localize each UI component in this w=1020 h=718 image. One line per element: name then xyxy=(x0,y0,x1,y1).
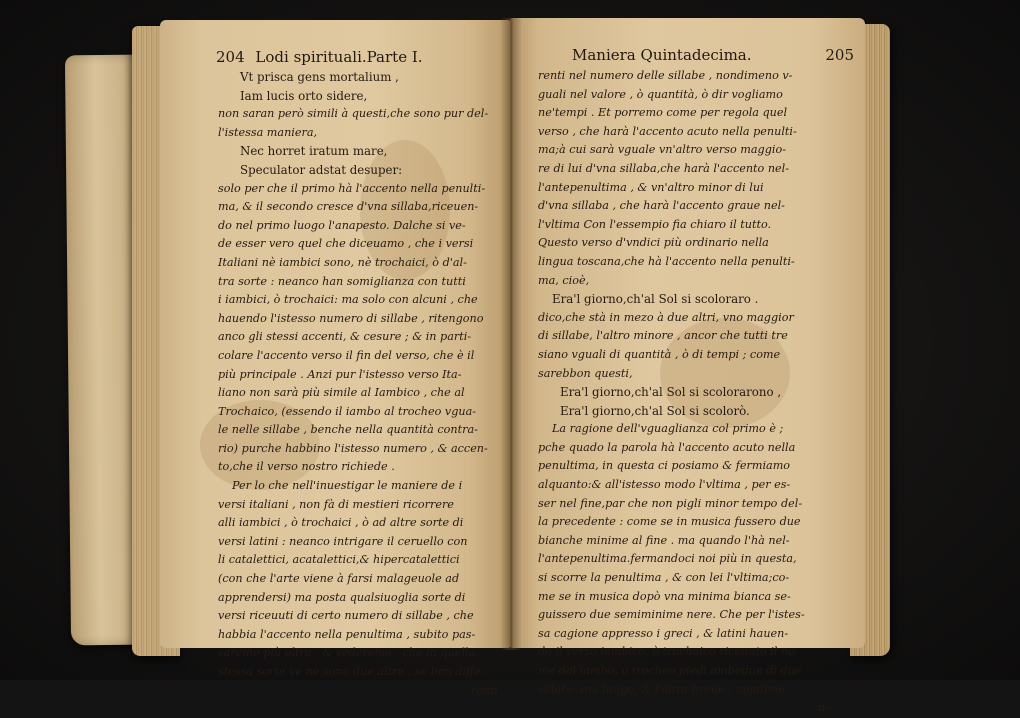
right-page-header xyxy=(572,46,854,64)
text-line: Per lo che nell'inuestigar le maniere de i xyxy=(232,479,463,493)
text-line: ser nel fine,par che non pigli minor tempo del- xyxy=(538,496,803,510)
text-line: di sillabe, l'altro minore , ancor che tutti tre xyxy=(538,329,788,343)
text-line: Vt prisca gens mortalium , xyxy=(240,70,399,84)
text-line: no xyxy=(818,701,832,715)
text-line: ma, & il secondo cresce d'vna sillaba,riceuen- xyxy=(218,200,479,214)
text-line: guissero due semiminime nere. Che per l'istes- xyxy=(538,608,805,622)
text-line: alli iambici , ò trochaici , ò ad altre sorte di xyxy=(218,516,464,530)
right-page-number: 205 xyxy=(825,46,854,64)
text-line: versi latini : neanco intrigare il ceruello con xyxy=(218,534,468,548)
text-line: Questo verso d'vndici più ordinario nella xyxy=(538,236,769,250)
text-line: ma;à cui sarà vguale vn'altro verso maggio- xyxy=(538,143,786,157)
text-line: ma, cioè, xyxy=(538,273,590,287)
text-line: Era'l giorno,ch'al Sol si scoloraro . xyxy=(552,292,759,307)
right-page-text xyxy=(538,67,840,718)
text-line: l'antepenultima.fermandoci noi più in questa, xyxy=(538,552,797,566)
text-line: me dal iambo, ò trocheo,piedi ambedue di due xyxy=(538,664,802,677)
text-line: pche quado la parola hà l'accento acuto nella xyxy=(538,440,796,454)
text-line: (con che l'arte viene à farsi malageuole ad xyxy=(218,572,460,586)
text-line: l'vltima Con l'essempio fia chiaro il tutto. xyxy=(538,217,772,231)
text-line: apprendersi) ma posta qualsiuoglia sorte di xyxy=(218,590,466,604)
text-line: La ragione dell'vguaglianza col primo è ; xyxy=(552,422,784,436)
text-line: penultima, in questa ci posiamo & fermiamo xyxy=(538,459,791,473)
text-line: sillabe,vna lunga, & l'altra breue ; nondime xyxy=(538,682,785,696)
text-line: sarebbon questi, xyxy=(538,366,633,380)
text-line: si scorre la penultima , & con lei l'vltima;co- xyxy=(538,571,790,585)
text-line: renti xyxy=(470,683,498,697)
text-line: guali nel valore , ò quantità, ò dir vogliamo xyxy=(538,87,783,101)
text-line: stessa sorte ve ne sono due altre , se ben diffe- xyxy=(218,665,485,678)
text-line: me se in musica dopò vna minima bianca se- xyxy=(538,589,791,603)
left-running-head: Lodi spirituali.Parte I. xyxy=(255,48,423,66)
text-line: Era'l giorno,ch'al Sol si scolorarono , xyxy=(560,385,782,400)
right-page xyxy=(510,18,865,715)
text-line: liano non sarà più simile al Iambico , che al xyxy=(218,386,465,400)
text-line: to,che il verso nostro richiede . xyxy=(218,460,395,474)
text-line: rio) purche habbino l'istesso numero , & accen- xyxy=(218,441,488,455)
text-line: versi riceuuti di certo numero di sillabe , che xyxy=(218,609,474,623)
text-line: lingua toscana,che hà l'accento nella penulti- xyxy=(538,254,795,268)
left-page-header xyxy=(216,48,423,66)
right-running-head: Maniera Quintadecima. xyxy=(572,46,752,64)
text-line: sa cagione appresso i greci , & latini hauen- xyxy=(538,626,789,640)
text-line: bianche minime al fine . ma quando l'hà nel- xyxy=(538,533,790,547)
text-line: verso , che harà l'accento acuto nella penulti- xyxy=(538,124,797,138)
text-line: Nec horret iratum mare, xyxy=(240,144,388,159)
text-line: saremo più oltre , & vederemo , che in quella xyxy=(218,646,476,660)
text-line: l'istessa maniera, xyxy=(218,125,318,139)
text-line: versi italiani , non fà di mestieri ricorrere xyxy=(218,497,454,511)
text-line: i iambici, ò trochaici: ma solo con alcuni , che xyxy=(218,293,478,307)
text-line: non saran però simili à questi,che sono pur del- xyxy=(218,107,489,121)
text-line: ne'tempi . Et porremo come per regola quel xyxy=(538,106,788,120)
text-line: d'vna sillaba , che harà l'accento graue nel- xyxy=(538,199,785,213)
left-page xyxy=(160,20,510,697)
text-line: Italiani nè iambici sono, nè trochaici, ò d'al- xyxy=(218,255,467,269)
text-line: siano vguali di quantità , ò di tempi ; come xyxy=(538,347,781,361)
left-page-text xyxy=(218,68,506,700)
book-gutter xyxy=(500,18,522,650)
text-line: più principale . Anzi pur l'istesso verso Ita- xyxy=(218,367,462,381)
left-page-number: 204 xyxy=(216,48,245,66)
text-line: alquanto:& all'istesso modo l'vltima , per es- xyxy=(538,478,791,492)
text-line: do il verso iambico, ò trochaico riceuuto il no- xyxy=(538,645,799,659)
text-line: do nel primo luogo l'anapesto. Dalche si ve- xyxy=(218,218,466,232)
text-line: hauendo l'istesso numero di sillabe , ritengono xyxy=(218,311,484,325)
text-line: Era'l giorno,ch'al Sol si scolorò. xyxy=(560,403,750,418)
text-line: le nelle sillabe , benche nella quantità contra- xyxy=(218,423,478,437)
text-line: solo per che il primo hà l'accento nella penulti- xyxy=(218,181,486,195)
text-line: tra sorte : neanco han somiglianza con tutti xyxy=(218,274,466,288)
text-line: renti nel numero delle sillabe , nondimeno v- xyxy=(538,69,793,82)
text-line: habbia l'accento nella penultima , subito pas- xyxy=(218,627,476,641)
text-line: Speculator adstat desuper: xyxy=(240,162,403,177)
text-line: la precedente : come se in musica fussero due xyxy=(538,515,801,529)
text-line: l'antepenultima , & vn'altro minor di lui xyxy=(538,180,764,194)
text-line: Trochaico, (essendo il iambo al trocheo vgua- xyxy=(218,404,477,418)
text-line: colare l'accento verso il fin del verso, che è il xyxy=(218,348,475,362)
text-line: li catalettici, acatalettici,& hipercatalettici xyxy=(218,553,460,567)
text-line: re di lui d'vna sillaba,che harà l'accento nel- xyxy=(538,161,790,175)
text-line: de esser vero quel che diceuamo , che i versi xyxy=(218,237,474,251)
text-line: anco gli stessi accenti, & cesure ; & in parti- xyxy=(218,330,472,344)
text-line: Iam lucis orto sidere, xyxy=(240,88,368,103)
text-line: dico,che stà in mezo à due altri, vno maggior xyxy=(538,310,794,324)
